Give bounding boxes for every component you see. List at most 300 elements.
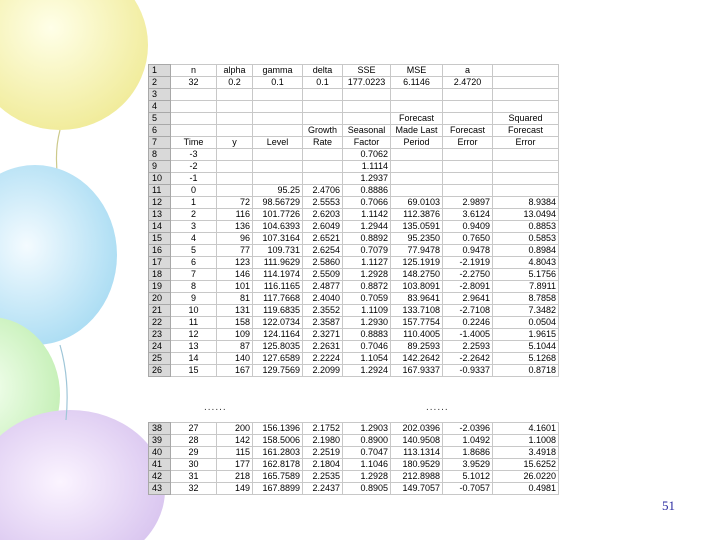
table-cell[interactable]: 212.8988 — [391, 471, 443, 483]
gap-dots-right: ...... — [426, 402, 449, 413]
table-cell[interactable]: Factor — [343, 137, 391, 149]
row-header[interactable]: 17 — [149, 257, 171, 269]
table-cell[interactable]: 0.2 — [217, 77, 253, 89]
table-cell[interactable]: 125.8035 — [253, 341, 303, 353]
table-cell[interactable]: 161.2803 — [253, 447, 303, 459]
table-cell[interactable]: 1 — [171, 197, 217, 209]
table-cell[interactable]: 146 — [217, 269, 253, 281]
table-cell[interactable]: 129.7569 — [253, 365, 303, 377]
table-cell[interactable] — [217, 101, 253, 113]
table-row — [149, 317, 559, 329]
table-cell[interactable]: 30 — [171, 459, 217, 471]
table-cell[interactable]: 0.9409 — [443, 221, 493, 233]
table-cell[interactable]: 0.8900 — [343, 435, 391, 447]
table-cell[interactable]: 114.1974 — [253, 269, 303, 281]
table-cell[interactable] — [493, 89, 559, 101]
table-cell[interactable]: 1.1109 — [343, 305, 391, 317]
table-cell[interactable]: 109.731 — [253, 245, 303, 257]
table-cell[interactable]: 140 — [217, 353, 253, 365]
table-cell[interactable]: 1.2944 — [343, 221, 391, 233]
table-cell[interactable] — [493, 65, 559, 77]
table-cell[interactable] — [343, 89, 391, 101]
table-cell[interactable]: 140.9508 — [391, 435, 443, 447]
table-cell[interactable] — [443, 173, 493, 185]
table-cell[interactable]: y — [217, 137, 253, 149]
table-cell[interactable]: 167 — [217, 365, 253, 377]
table-cell[interactable]: 7 — [171, 269, 217, 281]
row-header[interactable]: 40 — [149, 447, 171, 459]
table-cell[interactable]: 0.9478 — [443, 245, 493, 257]
table-cell[interactable]: 0.2246 — [443, 317, 493, 329]
row-header[interactable]: 3 — [149, 89, 171, 101]
table-cell[interactable]: 72 — [217, 197, 253, 209]
table-cell[interactable]: 149 — [217, 483, 253, 495]
table-cell[interactable]: 2.2593 — [443, 341, 493, 353]
table-cell[interactable]: 2.1980 — [303, 435, 343, 447]
table-cell[interactable]: 4 — [171, 233, 217, 245]
table-cell[interactable]: 0.7059 — [343, 293, 391, 305]
table-cell[interactable] — [171, 101, 217, 113]
table-cell[interactable] — [443, 101, 493, 113]
row-header[interactable]: 25 — [149, 353, 171, 365]
table-cell[interactable] — [493, 101, 559, 113]
row-header[interactable]: 7 — [149, 137, 171, 149]
table-cell[interactable] — [253, 149, 303, 161]
table-cell[interactable]: 2.5553 — [303, 197, 343, 209]
row-header[interactable]: 9 — [149, 161, 171, 173]
table-cell[interactable]: 0.4981 — [493, 483, 559, 495]
row-header[interactable]: 15 — [149, 233, 171, 245]
table-cell[interactable]: 29 — [171, 447, 217, 459]
table-cell[interactable]: 0.5853 — [493, 233, 559, 245]
row-header[interactable]: 39 — [149, 435, 171, 447]
row-header[interactable]: 41 — [149, 459, 171, 471]
row-header[interactable]: 22 — [149, 317, 171, 329]
table-cell[interactable]: 2.2437 — [303, 483, 343, 495]
table-row — [149, 341, 559, 353]
table-cell[interactable]: 6 — [171, 257, 217, 269]
table-cell[interactable] — [217, 113, 253, 125]
table-cell[interactable]: Growth — [303, 125, 343, 137]
table-cell[interactable]: 3.4918 — [493, 447, 559, 459]
table-cell[interactable]: Error — [493, 137, 559, 149]
table-cell[interactable]: 2 — [171, 209, 217, 221]
table-cell[interactable]: 110.4005 — [391, 329, 443, 341]
table-cell[interactable]: 109 — [217, 329, 253, 341]
table-cell[interactable]: 167.9337 — [391, 365, 443, 377]
table-cell[interactable]: 200 — [217, 423, 253, 435]
table-cell[interactable]: 2.4040 — [303, 293, 343, 305]
table-cell[interactable]: 0.1 — [303, 77, 343, 89]
table-cell[interactable]: 202.0396 — [391, 423, 443, 435]
table-cell[interactable]: SSE — [343, 65, 391, 77]
table-cell[interactable] — [303, 113, 343, 125]
table-cell[interactable]: 148.2750 — [391, 269, 443, 281]
table-cell[interactable]: 131 — [217, 305, 253, 317]
table-cell[interactable]: 81 — [217, 293, 253, 305]
table-cell[interactable] — [391, 173, 443, 185]
row-header[interactable]: 2 — [149, 77, 171, 89]
table-cell[interactable]: 135.0591 — [391, 221, 443, 233]
table-cell[interactable] — [493, 161, 559, 173]
table-cell[interactable]: 9 — [171, 293, 217, 305]
row-header[interactable]: 23 — [149, 329, 171, 341]
row-header[interactable]: 8 — [149, 149, 171, 161]
table-cell[interactable]: -2.2750 — [443, 269, 493, 281]
table-cell[interactable]: 142.2642 — [391, 353, 443, 365]
table-cell[interactable]: 123 — [217, 257, 253, 269]
table-cell[interactable]: 127.6589 — [253, 353, 303, 365]
row-header[interactable]: 42 — [149, 471, 171, 483]
row-header[interactable]: 13 — [149, 209, 171, 221]
table-cell[interactable]: 0.8892 — [343, 233, 391, 245]
row-header[interactable]: 14 — [149, 221, 171, 233]
table-cell[interactable]: 2.6521 — [303, 233, 343, 245]
table-cell[interactable]: 83.9641 — [391, 293, 443, 305]
table-cell[interactable] — [303, 161, 343, 173]
table-cell[interactable]: 1.8686 — [443, 447, 493, 459]
table-cell[interactable]: -2.0396 — [443, 423, 493, 435]
table-cell[interactable]: 104.6393 — [253, 221, 303, 233]
table-cell[interactable]: 133.7108 — [391, 305, 443, 317]
table-cell[interactable]: -2 — [171, 161, 217, 173]
table-cell[interactable]: 15 — [171, 365, 217, 377]
table-cell[interactable] — [303, 101, 343, 113]
table-cell[interactable]: 124.1164 — [253, 329, 303, 341]
table-cell[interactable]: -1.4005 — [443, 329, 493, 341]
row-header[interactable]: 11 — [149, 185, 171, 197]
table-cell[interactable]: -0.7057 — [443, 483, 493, 495]
row-header[interactable]: 38 — [149, 423, 171, 435]
table-cell[interactable]: 77 — [217, 245, 253, 257]
table-cell[interactable]: 2.3587 — [303, 317, 343, 329]
row-header[interactable]: 6 — [149, 125, 171, 137]
table-cell[interactable] — [303, 149, 343, 161]
table-cell[interactable] — [217, 173, 253, 185]
table-cell[interactable]: 111.9629 — [253, 257, 303, 269]
table-cell[interactable]: 1.2903 — [343, 423, 391, 435]
row-header[interactable]: 19 — [149, 281, 171, 293]
table-cell[interactable]: 218 — [217, 471, 253, 483]
table-cell[interactable]: 8.7858 — [493, 293, 559, 305]
table-cell[interactable]: 11 — [171, 317, 217, 329]
table-cell[interactable]: 101 — [217, 281, 253, 293]
table-cell[interactable]: Forecast — [391, 113, 443, 125]
table-cell[interactable]: 8 — [171, 281, 217, 293]
row-header[interactable]: 18 — [149, 269, 171, 281]
table-cell[interactable]: 28 — [171, 435, 217, 447]
table-cell[interactable]: 122.0734 — [253, 317, 303, 329]
table-cell[interactable]: 1.2930 — [343, 317, 391, 329]
table-cell[interactable]: 0.8718 — [493, 365, 559, 377]
table-cell[interactable]: -2.8091 — [443, 281, 493, 293]
table-cell[interactable]: 0.8853 — [493, 221, 559, 233]
table-cell[interactable]: 136 — [217, 221, 253, 233]
table-cell[interactable]: 1.2937 — [343, 173, 391, 185]
table-cell[interactable] — [493, 185, 559, 197]
table-cell[interactable]: 1.1142 — [343, 209, 391, 221]
spreadsheet-bottom-table — [148, 422, 559, 495]
table-cell[interactable] — [391, 101, 443, 113]
row-header[interactable]: 10 — [149, 173, 171, 185]
table-cell[interactable] — [493, 149, 559, 161]
table-cell[interactable] — [171, 113, 217, 125]
table-cell[interactable]: Period — [391, 137, 443, 149]
table-cell[interactable]: 0.8886 — [343, 185, 391, 197]
table-cell[interactable]: 3 — [171, 221, 217, 233]
table-cell[interactable]: 157.7754 — [391, 317, 443, 329]
table-row — [149, 101, 559, 113]
table-cell[interactable]: 5.1044 — [493, 341, 559, 353]
table-cell[interactable]: 2.1804 — [303, 459, 343, 471]
table-cell[interactable] — [303, 89, 343, 101]
table-cell[interactable]: 119.6835 — [253, 305, 303, 317]
table-cell[interactable]: 89.2593 — [391, 341, 443, 353]
table-cell[interactable]: 12 — [171, 329, 217, 341]
table-cell[interactable]: 27 — [171, 423, 217, 435]
table-cell[interactable]: 177 — [217, 459, 253, 471]
table-cell[interactable] — [217, 125, 253, 137]
table-cell[interactable]: -2.1919 — [443, 257, 493, 269]
table-cell[interactable]: 3.6124 — [443, 209, 493, 221]
table-cell[interactable]: 162.8178 — [253, 459, 303, 471]
table-cell[interactable]: 107.3164 — [253, 233, 303, 245]
table-cell[interactable]: 2.3271 — [303, 329, 343, 341]
table-cell[interactable] — [443, 113, 493, 125]
table-cell[interactable] — [343, 113, 391, 125]
row-header[interactable]: 12 — [149, 197, 171, 209]
table-cell[interactable]: 116 — [217, 209, 253, 221]
table-cell[interactable]: 0.8883 — [343, 329, 391, 341]
table-cell[interactable]: 0 — [171, 185, 217, 197]
table-cell[interactable]: 0.0504 — [493, 317, 559, 329]
table-cell[interactable] — [391, 149, 443, 161]
table-cell[interactable]: Level — [253, 137, 303, 149]
table-cell[interactable]: 1.1054 — [343, 353, 391, 365]
table-cell[interactable]: 177.0223 — [343, 77, 391, 89]
table-cell[interactable] — [253, 89, 303, 101]
table-cell[interactable] — [217, 185, 253, 197]
table-cell[interactable]: 5.1756 — [493, 269, 559, 281]
row-header[interactable]: 20 — [149, 293, 171, 305]
table-cell[interactable] — [493, 77, 559, 89]
table-row — [149, 197, 559, 209]
table-cell[interactable]: MSE — [391, 65, 443, 77]
table-cell[interactable] — [217, 149, 253, 161]
table-cell[interactable]: 103.8091 — [391, 281, 443, 293]
table-cell[interactable] — [443, 89, 493, 101]
table-cell[interactable]: 2.2099 — [303, 365, 343, 377]
table-cell[interactable]: 0.7047 — [343, 447, 391, 459]
table-cell[interactable]: 2.2519 — [303, 447, 343, 459]
table-cell[interactable]: 5 — [171, 245, 217, 257]
table-cell[interactable]: 116.1165 — [253, 281, 303, 293]
row-header[interactable]: 21 — [149, 305, 171, 317]
row-header[interactable]: 26 — [149, 365, 171, 377]
table-row — [149, 125, 559, 137]
table-cell[interactable]: 4.8043 — [493, 257, 559, 269]
table-cell[interactable] — [391, 185, 443, 197]
table-cell[interactable]: 14 — [171, 353, 217, 365]
table-cell[interactable] — [253, 101, 303, 113]
table-cell[interactable]: Made Last — [391, 125, 443, 137]
table-cell[interactable]: 117.7668 — [253, 293, 303, 305]
table-cell[interactable] — [303, 173, 343, 185]
table-cell[interactable]: 98.56729 — [253, 197, 303, 209]
table-cell[interactable]: gamma — [253, 65, 303, 77]
table-cell[interactable]: 1.0492 — [443, 435, 493, 447]
table-cell[interactable] — [253, 173, 303, 185]
table-cell[interactable]: 1.1008 — [493, 435, 559, 447]
table-cell[interactable]: 0.7062 — [343, 149, 391, 161]
table-cell[interactable]: 2.6203 — [303, 209, 343, 221]
table-cell[interactable]: -2.2642 — [443, 353, 493, 365]
table-cell[interactable]: 0.7066 — [343, 197, 391, 209]
table-cell[interactable]: 2.9641 — [443, 293, 493, 305]
table-cell[interactable] — [171, 125, 217, 137]
table-cell[interactable]: 3.9529 — [443, 459, 493, 471]
row-header[interactable]: 43 — [149, 483, 171, 495]
table-cell[interactable]: 1.1127 — [343, 257, 391, 269]
table-cell[interactable]: 4.1601 — [493, 423, 559, 435]
table-cell[interactable] — [443, 161, 493, 173]
table-cell[interactable]: Forecast — [443, 125, 493, 137]
table-cell[interactable]: 13 — [171, 341, 217, 353]
table-cell[interactable]: 31 — [171, 471, 217, 483]
table-cell[interactable] — [443, 185, 493, 197]
table-cell[interactable]: 2.4720 — [443, 77, 493, 89]
table-cell[interactable]: 0.7650 — [443, 233, 493, 245]
table-cell[interactable]: Squared — [493, 113, 559, 125]
table-cell[interactable] — [443, 149, 493, 161]
table-cell[interactable]: 149.7057 — [391, 483, 443, 495]
table-cell[interactable]: 32 — [171, 77, 217, 89]
table-cell[interactable] — [217, 89, 253, 101]
table-cell[interactable] — [343, 101, 391, 113]
table-cell[interactable]: 5.1268 — [493, 353, 559, 365]
table-cell[interactable]: -1 — [171, 173, 217, 185]
table-cell[interactable] — [391, 161, 443, 173]
table-row — [149, 471, 559, 483]
table-cell[interactable]: Rate — [303, 137, 343, 149]
table-cell[interactable]: 7.3482 — [493, 305, 559, 317]
table-cell[interactable] — [391, 89, 443, 101]
table-cell[interactable]: n — [171, 65, 217, 77]
table-cell[interactable]: 0.7079 — [343, 245, 391, 257]
table-cell[interactable]: 2.2535 — [303, 471, 343, 483]
table-cell[interactable]: 0.8872 — [343, 281, 391, 293]
table-cell[interactable]: 112.3876 — [391, 209, 443, 221]
table-cell[interactable]: 142 — [217, 435, 253, 447]
table-cell[interactable]: 2.9897 — [443, 197, 493, 209]
table-cell[interactable]: 1.1046 — [343, 459, 391, 471]
table-cell[interactable]: 2.2224 — [303, 353, 343, 365]
table-cell[interactable] — [253, 125, 303, 137]
table-cell[interactable]: 101.7726 — [253, 209, 303, 221]
table-cell[interactable]: 158.5006 — [253, 435, 303, 447]
table-cell[interactable]: 156.1396 — [253, 423, 303, 435]
table-cell[interactable] — [217, 161, 253, 173]
row-header[interactable]: 4 — [149, 101, 171, 113]
table-cell[interactable]: 2.5860 — [303, 257, 343, 269]
table-cell[interactable]: 2.4877 — [303, 281, 343, 293]
table-cell[interactable]: 115 — [217, 447, 253, 459]
table-cell[interactable]: 5.1012 — [443, 471, 493, 483]
table-cell[interactable]: 2.6049 — [303, 221, 343, 233]
table-cell[interactable]: a — [443, 65, 493, 77]
table-cell[interactable]: 2.5509 — [303, 269, 343, 281]
table-cell[interactable]: -0.9337 — [443, 365, 493, 377]
table-cell[interactable]: 6.1146 — [391, 77, 443, 89]
table-row — [149, 281, 559, 293]
table-cell[interactable]: 69.0103 — [391, 197, 443, 209]
table-cell[interactable]: 0.8905 — [343, 483, 391, 495]
table-cell[interactable]: 13.0494 — [493, 209, 559, 221]
table-cell[interactable]: 0.7046 — [343, 341, 391, 353]
table-cell[interactable]: 125.1919 — [391, 257, 443, 269]
table-cell[interactable]: -3 — [171, 149, 217, 161]
table-row — [149, 161, 559, 173]
table-cell[interactable]: 0.8984 — [493, 245, 559, 257]
row-header[interactable]: 5 — [149, 113, 171, 125]
table-cell[interactable]: 1.9615 — [493, 329, 559, 341]
table-cell[interactable]: 1.2928 — [343, 471, 391, 483]
table-cell[interactable]: 8.9384 — [493, 197, 559, 209]
table-cell[interactable]: 2.1752 — [303, 423, 343, 435]
table-cell[interactable]: Error — [443, 137, 493, 149]
table-cell[interactable]: 7.8911 — [493, 281, 559, 293]
table-cell[interactable]: 113.1314 — [391, 447, 443, 459]
table-cell[interactable]: 158 — [217, 317, 253, 329]
table-cell[interactable]: 165.7589 — [253, 471, 303, 483]
row-header[interactable]: 16 — [149, 245, 171, 257]
table-row — [149, 329, 559, 341]
table-cell[interactable]: 1.2928 — [343, 269, 391, 281]
table-cell[interactable]: alpha — [217, 65, 253, 77]
table-cell[interactable]: delta — [303, 65, 343, 77]
table-cell[interactable] — [493, 173, 559, 185]
table-row — [149, 423, 559, 435]
table-cell[interactable]: -2.7108 — [443, 305, 493, 317]
table-cell[interactable]: 167.8899 — [253, 483, 303, 495]
table-cell[interactable]: 180.9529 — [391, 459, 443, 471]
table-cell[interactable]: Time — [171, 137, 217, 149]
table-cell[interactable]: 2.4706 — [303, 185, 343, 197]
table-cell[interactable]: 32 — [171, 483, 217, 495]
table-cell[interactable]: 26.0220 — [493, 471, 559, 483]
table-cell[interactable] — [253, 161, 303, 173]
row-header[interactable]: 1 — [149, 65, 171, 77]
table-cell[interactable] — [253, 113, 303, 125]
table-cell[interactable]: 2.2631 — [303, 341, 343, 353]
table-cell[interactable]: 0.1 — [253, 77, 303, 89]
table-cell[interactable]: 15.6252 — [493, 459, 559, 471]
table-cell[interactable]: 2.3552 — [303, 305, 343, 317]
row-header[interactable]: 24 — [149, 341, 171, 353]
table-cell[interactable]: 2.6254 — [303, 245, 343, 257]
table-cell[interactable] — [171, 89, 217, 101]
table-cell[interactable]: 77.9478 — [391, 245, 443, 257]
table-cell[interactable]: 95.2350 — [391, 233, 443, 245]
table-cell[interactable]: 95.25 — [253, 185, 303, 197]
table-cell[interactable]: Forecast — [493, 125, 559, 137]
table-cell[interactable]: 1.1114 — [343, 161, 391, 173]
table-cell[interactable]: 1.2924 — [343, 365, 391, 377]
table-cell[interactable]: 96 — [217, 233, 253, 245]
table-cell[interactable]: 10 — [171, 305, 217, 317]
table-cell[interactable]: Seasonal — [343, 125, 391, 137]
table-cell[interactable]: 87 — [217, 341, 253, 353]
